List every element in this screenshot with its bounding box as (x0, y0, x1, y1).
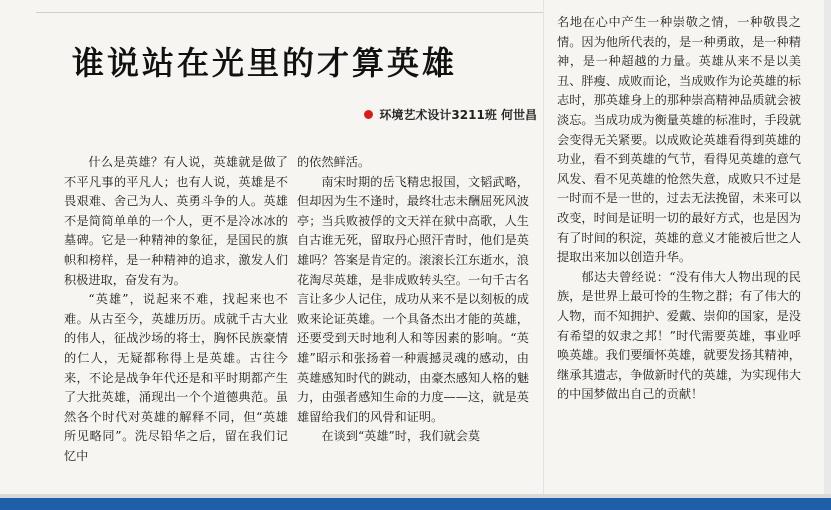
page-edge (824, 0, 831, 498)
paragraph: 南宋时期的岳飞精忠报国，文韬武略，但却因为生不逢时，最终壮志未酬屈死风波亭；当兵败被俘的文天祥在狱中高歌，人生自古谁无死，留取丹心照汗青时，他们是英雄吗？答案是肯定的。滚滚长江东逝水，浪花淘尽英雄，是非成败转头空。一句千古名言让多少人记住，成功从来不是以刻板的成败来论证英雄。一个具备杰出才能的英雄，还要受到天时地利人和等因素的影响。“英雄”昭示和张扬着一种震撼灵魂的感动，由英雄感知时代的跳动，由豪杰感知人格的魅力，由强者感知生命的力度——这，就是英雄留给我们的风骨和证明。 (297, 174, 529, 424)
byline (364, 106, 537, 123)
paragraph: 郁达夫曾经说：“没有伟大人物出现的民族，是世界上最可怜的生物之群；有了伟大的人物，而不知拥护、爱戴、崇仰的国家，是没有希望的奴隶之邦！”时代需要英雄，事业呼唤英雄。我们要缅怀英雄，就要发扬其精神，继承其遗志，争做新时代的英雄，为实现伟大的中国梦做出自己的贡献！ (557, 269, 801, 402)
paragraph: “英雄”，说起来不难，找起来也不难。从古至今，英雄历历。成就千古大业的伟人，征战沙场的将士，胸怀民族豪情的仁人，无疑都称得上是英雄。古往今来，不论是战争年代还是和平时期都产生了大批英雄，涌现出一个个道德典范。虽然各个时代对英雄的解释不同，但“英雄所见略同”。洗尽铅华之后，留在我们记忆中 (64, 292, 288, 463)
article-title: 谁说站在光里的才算英雄 (72, 44, 458, 82)
byline-author: 环境艺术设计3211班 何世昌 (379, 108, 537, 122)
paragraph: 什么是英雄？有人说，英雄就是做了不平凡事的平凡人；也有人说，英雄是不畏艰难、舍己为人、英勇斗争的人。英雄不是简简单单的一个人，更不是冷冰冰的墓碑。它是一种精神的象征，是国民的旗帜和榜样，是一种精神的追求，激发人们积极进取，奋发有为。 (64, 155, 288, 287)
paragraph: 的依然鲜活。 (297, 155, 371, 169)
red-dot-icon (364, 110, 373, 119)
article-column-2 (297, 153, 529, 447)
column-divider (543, 0, 544, 498)
bottom-color-bar (0, 498, 831, 510)
paragraph: 在谈到“英雄”时，我们就会莫 (321, 429, 481, 444)
top-rule (36, 12, 544, 13)
article-column-1 (64, 153, 288, 467)
article-column-3 (557, 13, 801, 405)
paragraph: 名地在心中产生一种崇敬之情，一种敬畏之情。因为他所代表的，是一种勇敢，是一种精神，是一种超越的力量。英雄从来不是以美丑、胖瘦、成败而论，当成败作为论英雄的标志时，那英雄身上的那种崇高精神品质就会被淡忘。当成功成为衡量英雄的标准时，手段就会变得无关紧要。以成败论英雄看得到英雄的功业，看不到英雄的气节，看得见英雄的意气风发、看不见英雄的怆然失意，成败只不过是一时而不是一世的，过去无法挽留，未来可以改变，时间是证明一切的最好方式，也是因为有了时间的积淀，英雄的意义才能被后世之人提取出来加以创造升华。 (557, 15, 801, 265)
